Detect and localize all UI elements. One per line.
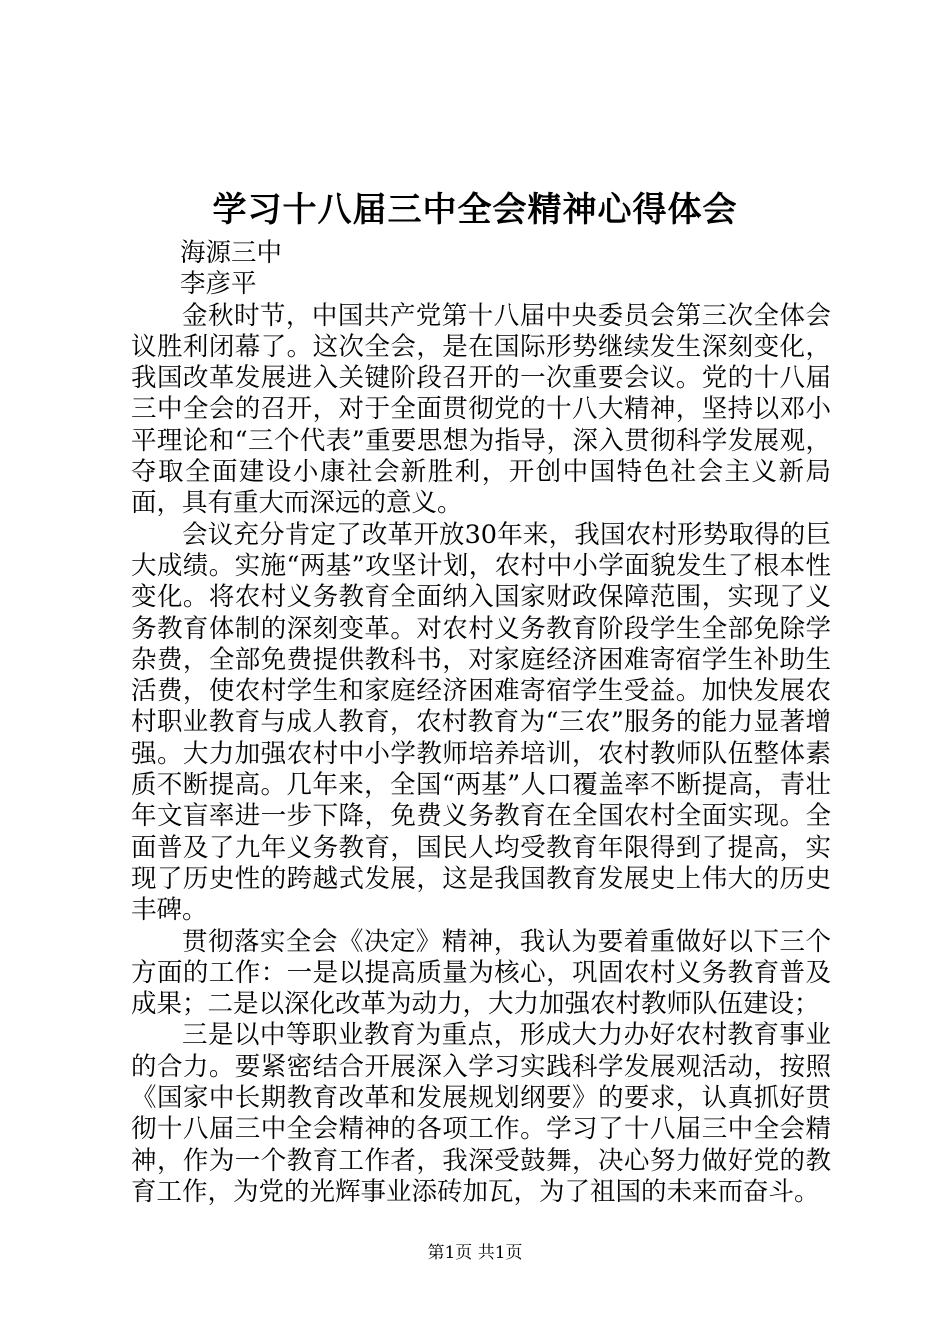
page-number-footer: 第1页 共1页 [427,1243,523,1263]
paragraph-3: 贯彻落实全会《决定》精神，我认为要着重做好以下三个方面的工作：一是以提高质量为核心，巩固农村义务教育普及成果；二是以深化改革为动力，大力加强农村教师队伍建设； [131,926,831,1020]
page-title: 学习十八届三中全会精神心得体会 [212,190,738,230]
paragraph-1: 金秋时节，中国共产党第十八届中央委员会第三次全体会议胜利闭幕了。这次全会，是在国际形势继续发生深刻变化，我国改革发展进入关键阶段召开的一次重要会议。党的十八届三中全会的召开，对于全面贯彻党的十八大精神，坚持以邓小平理论和“三个代表”重要思想为指导，深入贯彻科学发展观，夺取全面建设小康社会新胜利，开创中国特色社会主义新局面，具有重大而深远的意义。 [131,300,831,519]
paragraph-4: 三是以中等职业教育为重点，形成大力办好农村教育事业的合力。要紧密结合开展深入学习实践科学发展观活动，按照《国家中长期教育改革和发展规划纲要》的要求，认真抓好贯彻十八届三中全会精神的各项工作。学习了十八届三中全会精神，作为一个教育工作者，我深受鼓舞，决心努力做好党的教育工作，为党的光辉事业添砖加瓦，为了祖国的未来而奋斗。 [131,1020,831,1207]
paragraph-2: 会议充分肯定了改革开放30年来，我国农村形势取得的巨大成绩。实施“两基”攻坚计划，农村中小学面貌发生了根本性变化。将农村义务教育全面纳入国家财政保障范围，实现了义务教育体制的深刻变革。对农村义务教育阶段学生全部免除学杂费，全部免费提供教科书，对家庭经济困难寄宿学生补助生活费，使农村学生和家庭经济困难寄宿学生受益。加快发展农村职业教育与成人教育，农村教育为“三农”服务的能力显著增强。大力加强农村中小学教师培养培训，农村教师队伍整体素质不断提高。几年来，全国“两基”人口覆盖率不断提高，青壮年文盲率进一步下降，免费义务教育在全国农村全面实现。全面普及了九年义务教育，国民人均受教育年限得到了提高，实现了历史性的跨越式发展，这是我国教育发展史上伟大的历史丰碑。 [131,519,831,926]
document-body [131,238,831,1208]
school-name: 海源三中 [180,238,283,268]
author-name: 李彦平 [180,269,257,300]
